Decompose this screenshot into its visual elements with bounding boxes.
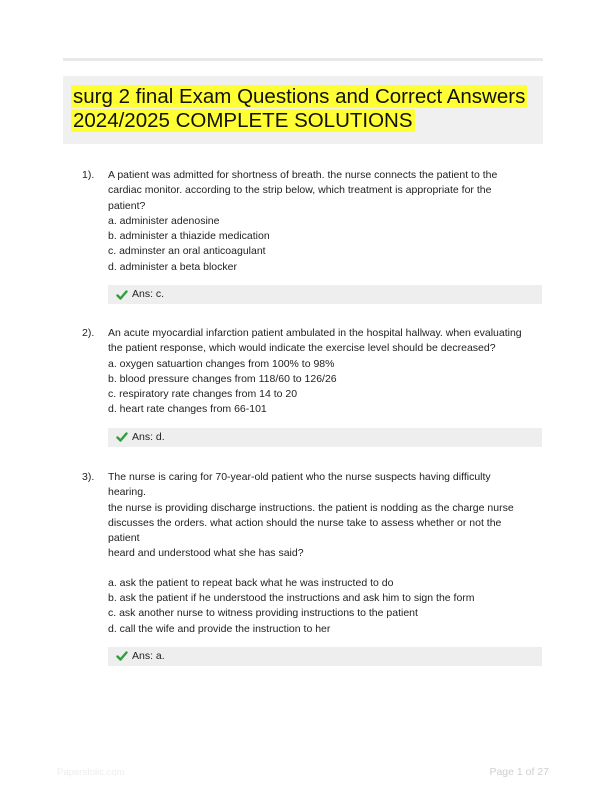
option-c: c. ask another nurse to witness providing instructions to the patient bbox=[108, 607, 418, 620]
question-text: The nurse is caring for 70-year-old patient who the nurse suspects having difficulty hearing. the nurse is providing discharge instructions. the patient is nodding as the charge nurse discusses the orders. what action should the nurse take to assess whether or not the patient heard and understood what she has said? bbox=[108, 471, 514, 560]
question-number: 2). bbox=[82, 327, 95, 339]
check-icon bbox=[116, 431, 128, 443]
option-a: a. oxygen satuartion changes from 100% to 98% bbox=[108, 357, 335, 370]
option-b: b. administer a thiazide medication bbox=[108, 230, 270, 243]
option-a: a. administer adenosine bbox=[108, 214, 220, 227]
question-1 bbox=[82, 168, 542, 304]
check-icon bbox=[116, 289, 128, 301]
option-c: c. respiratory rate changes from 14 to 20 bbox=[108, 388, 298, 401]
answer-text: Ans: c. bbox=[132, 287, 165, 300]
answer-box bbox=[108, 428, 542, 447]
question-text: An acute myocardial infarction patient ambulated in the hospital hallway. when evaluating the patient response, which would indicate the exercise level should be decreased? bbox=[108, 327, 522, 355]
option-b: b. blood pressure changes from 118/60 to 126/26 bbox=[108, 372, 337, 385]
option-d: d. call the wife and provide the instruction to her bbox=[108, 622, 331, 635]
option-c: c. adminster an oral anticoagulant bbox=[108, 245, 266, 258]
question-2 bbox=[82, 326, 542, 447]
answer-text: Ans: d. bbox=[132, 430, 165, 443]
question-number: 1). bbox=[82, 169, 95, 181]
question-3 bbox=[82, 470, 542, 666]
title-box bbox=[63, 76, 543, 144]
option-b: b. ask the patient if he understood the instructions and ask him to sign the form bbox=[108, 592, 475, 605]
option-d: d. administer a beta blocker bbox=[108, 260, 237, 273]
answer-box bbox=[108, 647, 542, 666]
answer-text: Ans: a. bbox=[132, 649, 165, 662]
top-divider bbox=[63, 58, 543, 61]
question-text: A patient was admitted for shortness of breath. the nurse connects the patient to the cardiac monitor. according to the strip below, which treatment is appropriate for the patient? bbox=[108, 169, 498, 212]
question-number: 3). bbox=[82, 471, 95, 483]
footer-watermark: Papersfolic.com bbox=[57, 767, 125, 778]
option-d: d. heart rate changes from 66-101 bbox=[108, 403, 267, 416]
answer-box bbox=[108, 285, 542, 304]
option-a: a. ask the patient to repeat back what he was instructed to do bbox=[108, 576, 394, 589]
page-number: Page 1 of 27 bbox=[489, 766, 549, 778]
page-title: surg 2 final Exam Questions and Correct Answers 2024/2025 COMPLETE SOLUTIONS bbox=[73, 85, 526, 132]
check-icon bbox=[116, 650, 128, 662]
